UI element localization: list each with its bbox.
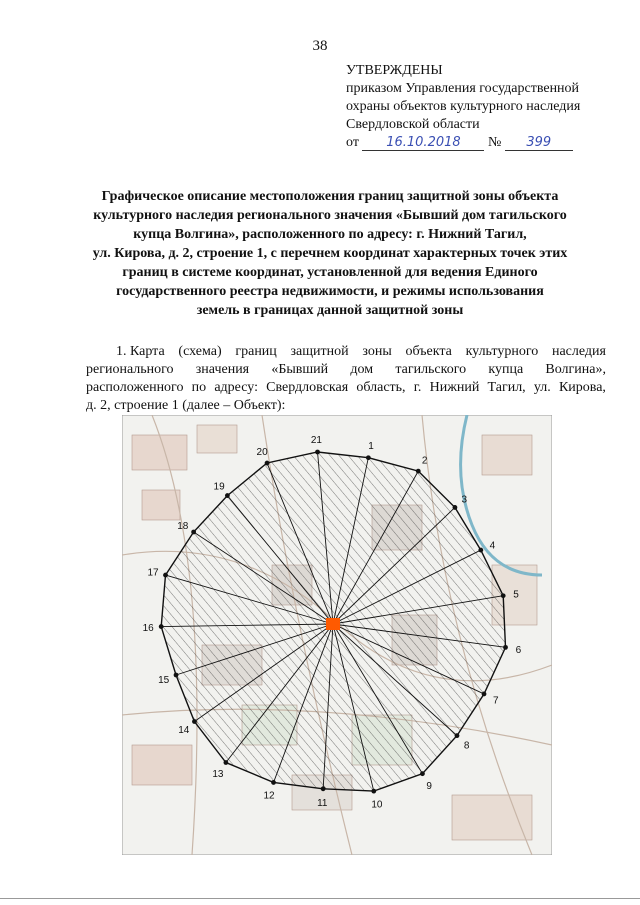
boundary-point	[478, 548, 483, 553]
boundary-point-label: 3	[461, 494, 468, 506]
title-line: государственного реестра недвижимости, и режимы использования	[116, 284, 544, 299]
paragraph-word: ул.	[533, 380, 551, 395]
protection-zone-map	[122, 415, 552, 855]
title-line: купца Волгина», расположенного по адресу: г. Нижний Тагил,	[133, 227, 527, 242]
approval-heading: УТВЕРЖДЕНЫ	[346, 63, 443, 78]
map-building	[482, 435, 532, 475]
paragraph-word: Кирова,	[558, 380, 606, 395]
paragraph-word: культурного	[465, 344, 539, 359]
boundary-point	[371, 789, 376, 794]
boundary-point-label: 13	[212, 768, 224, 780]
boundary-point	[315, 450, 320, 455]
boundary-point	[366, 455, 371, 460]
paragraph-word: наследия	[551, 344, 606, 359]
paragraph-word: по	[191, 380, 207, 395]
boundary-point-label: 21	[310, 435, 322, 446]
paragraph-row-3	[86, 379, 606, 397]
paragraph-word: купца	[488, 362, 524, 377]
map-building	[132, 745, 192, 785]
paragraph-word: 1. Карта	[116, 344, 165, 359]
paragraph-word: «Бывший	[271, 362, 329, 377]
map-building	[132, 435, 187, 470]
approval-block	[346, 62, 580, 152]
approval-line-2: охраны объектов культурного наследия	[346, 99, 581, 114]
paragraph-word: значения	[195, 362, 250, 377]
title-line: границ в системе координат, установленной для ведения Единого	[122, 265, 538, 280]
paragraph-row-4: д. 2, строение 1 (далее – Объект):	[86, 398, 286, 413]
boundary-point	[420, 771, 425, 776]
paragraph-word: тагильского	[395, 362, 467, 377]
paragraph-word: зоны	[362, 344, 392, 359]
paragraph-word: регионального	[86, 362, 174, 377]
paragraph-word: Нижний	[429, 380, 480, 395]
paragraph-word: (схема)	[178, 344, 222, 359]
title-line: культурного наследия регионального значения «Бывший дом тагильского	[93, 208, 567, 223]
boundary-point	[192, 719, 197, 724]
date-prefix: от	[346, 135, 359, 150]
paragraph-word: расположенного	[86, 380, 184, 395]
boundary-point-label: 5	[513, 589, 519, 601]
boundary-point-label: 8	[463, 740, 470, 752]
approval-line-3: Свердловской области	[346, 117, 480, 132]
boundary-point	[501, 593, 506, 598]
order-date: 16.10.2018	[362, 135, 484, 151]
boundary-point-label: 1	[368, 441, 374, 452]
boundary-point	[503, 645, 508, 650]
order-number: 399	[505, 135, 573, 151]
boundary-point	[482, 692, 487, 697]
boundary-point	[223, 760, 228, 765]
map-building	[142, 490, 180, 520]
boundary-point-label: 16	[142, 622, 154, 634]
paragraph-word: объекта	[405, 344, 452, 359]
paragraph-word: Тагил,	[487, 380, 526, 395]
boundary-point-label: 19	[213, 481, 225, 493]
heritage-object-marker	[326, 618, 340, 630]
page-number: 38	[312, 38, 328, 54]
paragraph-row-1	[86, 343, 606, 361]
boundary-point	[159, 624, 164, 629]
approval-date-line	[346, 134, 580, 152]
boundary-point-label: 10	[371, 799, 383, 811]
boundary-point	[191, 530, 196, 535]
boundary-point-label: 17	[147, 567, 159, 579]
title-line: Графическое описание местоположения границ защитной зоны объекта	[101, 189, 559, 204]
boundary-point-label: 9	[426, 780, 432, 792]
approval-line-1: приказом Управления государственной	[346, 81, 580, 96]
boundary-point-label: 12	[263, 790, 275, 802]
boundary-point	[225, 493, 230, 498]
boundary-point	[455, 733, 460, 738]
paragraph-word: адресу:	[214, 380, 258, 395]
paragraph-word: Свердловская	[266, 380, 349, 395]
map-building	[197, 425, 237, 453]
document-title	[70, 187, 590, 320]
boundary-point-label: 6	[515, 645, 522, 657]
boundary-point	[453, 505, 458, 510]
boundary-point-label: 14	[178, 725, 190, 736]
boundary-point-label: 7	[493, 695, 499, 707]
paragraph-word: дом	[350, 362, 374, 377]
boundary-point-label: 11	[317, 797, 328, 809]
boundary-point	[265, 461, 270, 466]
boundary-point	[163, 573, 168, 578]
map-building	[452, 795, 532, 840]
title-line: земель в границах данной защитной зоны	[196, 303, 464, 318]
section-paragraph	[86, 343, 606, 415]
boundary-point-label: 18	[177, 520, 189, 532]
boundary-point-label: 2	[421, 455, 428, 467]
boundary-point	[174, 673, 179, 678]
boundary-point	[271, 780, 276, 785]
number-prefix: №	[487, 135, 502, 150]
boundary-point-label: 4	[489, 540, 496, 552]
paragraph-word: границ	[235, 344, 277, 359]
paragraph-row-2	[86, 361, 606, 379]
boundary-point	[321, 786, 326, 791]
paragraph-word: г.	[413, 380, 422, 395]
boundary-point	[416, 469, 421, 474]
paragraph-word: защитной	[290, 344, 349, 359]
paragraph-word: область,	[356, 380, 406, 395]
paragraph-word: Волгина»,	[545, 362, 606, 377]
boundary-point-label: 15	[158, 675, 170, 686]
title-line: ул. Кирова, д. 2, строение 1, с перечнем координат характерных точек этих	[92, 246, 568, 261]
scan-bottom-edge	[0, 898, 640, 899]
boundary-point-label: 20	[256, 447, 268, 458]
